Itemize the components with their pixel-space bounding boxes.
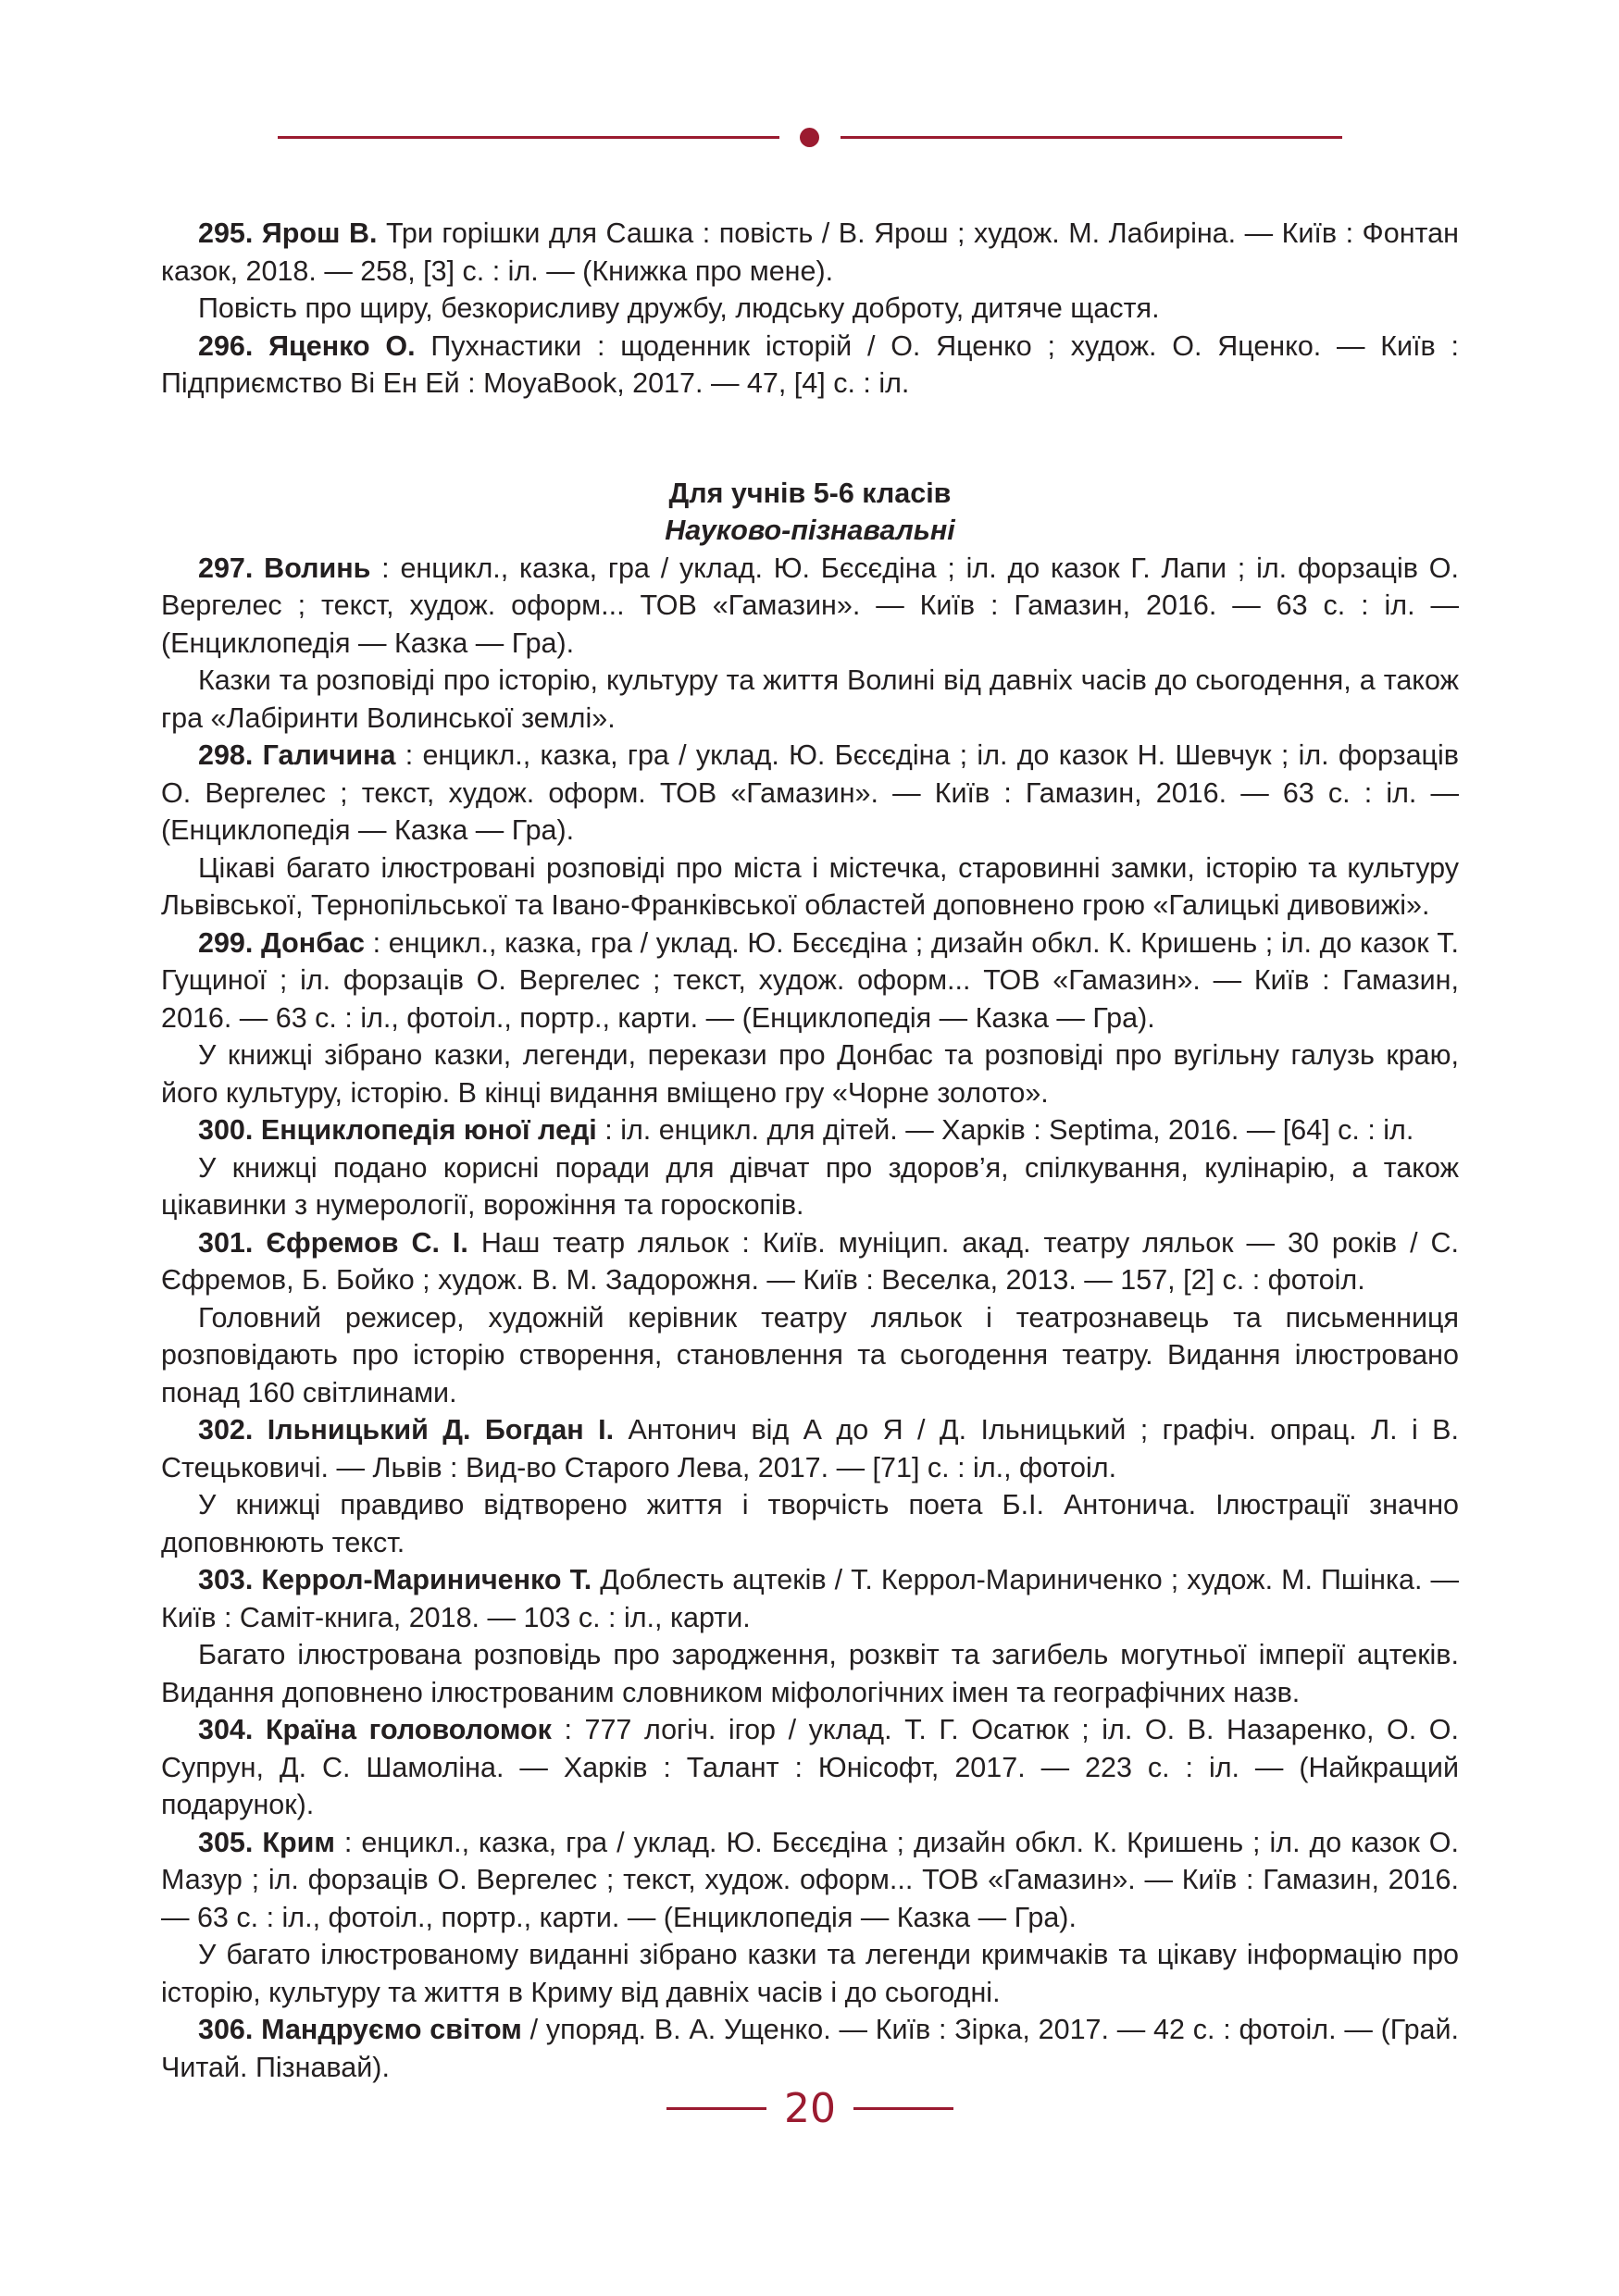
entry-annotation: У багато ілюстрованому виданні зібрано казки та легенди кримчаків та цікаву інформацію про історію, культуру та життя в Криму від давніх часів і до сьогодні. xyxy=(161,1939,1459,2008)
entry-details: Антонич від А до Я / Д. Ільницький ; графіч. опрац. Л. і В. Стецьковичі. — Львів : Вид-во Старого Лева, 2017. — [71] с. : іл., фотоіл. xyxy=(161,1414,1459,1483)
bibliography-entry xyxy=(161,1711,1459,1824)
section-heading xyxy=(161,475,1459,550)
section-subtitle: Науково-пізнавальні xyxy=(665,515,955,546)
entry-reference xyxy=(161,328,1459,403)
top-ornament xyxy=(278,128,1342,146)
entry-details: Доблесть ацтеків / Т. Керрол-Мариниченко ; худож. М. Пшінка. — Київ : Саміт-книга, 2018. — 103 с. : іл., карти. xyxy=(161,1564,1459,1633)
bibliography-entry xyxy=(161,215,1459,328)
entry-number: 298. xyxy=(198,739,254,771)
entry-reference xyxy=(161,1411,1459,1486)
entry-details: : іл. енцикл. для дітей. — Харків : Septima, 2016. — [64] с. : іл. xyxy=(596,1114,1414,1146)
entry-details: : енцикл., казка, гра / уклад. Ю. Бєсєдіна ; іл. до казок Н. Шевчук ; іл. форзаців О. Вергелес ; текст, худож. оформ. ТОВ «Гамазин». — Київ : Гамазин, 2016. — 63 с. : іл. — (Енциклопедія — Казка — Гра). xyxy=(161,739,1459,846)
entry-reference xyxy=(161,215,1459,290)
entry-author: Енциклопедія юної леді xyxy=(260,1114,597,1146)
entry-details: / упоряд. В. А. Ущенко. — Київ : Зірка, 2017. — 42 с. : фотоіл. — (Грай. Читай. Пізнавай). xyxy=(161,2014,1460,2083)
entry-reference xyxy=(161,1224,1459,1299)
page-number: 20 xyxy=(784,2085,836,2132)
entry-reference xyxy=(161,550,1459,663)
bibliography-entry xyxy=(161,1561,1459,1711)
entry-number: 305. xyxy=(198,1826,254,1858)
entry-number: 301. xyxy=(198,1226,254,1259)
entry-number: 303. xyxy=(198,1564,254,1595)
entry-annotation: Головний режисер, художній керівник театру ляльок і театрознавець та письменниця розповідають про історію створення, становлення та сьогодення театру. Видання ілюстровано понад 160 світлинами. xyxy=(161,1301,1459,1409)
entry-details: Пухнастики : щоденник історій / О. Яценко ; худож. О. Яценко. — Київ : Підприємство Ві Ен Ей : MoyaBook, 2017. — 47, [4] с. : іл. xyxy=(161,329,1459,399)
entry-author: Волинь xyxy=(264,552,371,584)
entry-author: Керрол-Мариниченко Т. xyxy=(261,1564,592,1595)
entry-number: 299. xyxy=(198,926,254,959)
bibliography-entry xyxy=(161,925,1459,1112)
entry-details: : 777 логіч. ігор / уклад. Т. Г. Осатюк ; іл. О. В. Назаренко, О. О. Супрун, Д. С. Шамоліна. — Харків : Талант : Юнісофт, 2017. — 223 с. : іл. — (Найкращий подарунок). xyxy=(161,1714,1459,1820)
entry-author: Країна головоломок xyxy=(265,1714,552,1745)
entry-number: 297. xyxy=(198,552,254,584)
entry-reference xyxy=(161,1561,1459,1636)
ornament-dot xyxy=(800,128,819,147)
entry-details: : енцикл., казка, гра / уклад. Ю. Бєсєдіна ; дизайн обкл. К. Кришень ; іл. до казок Т. Гущиної ; іл. форзаців О. Вергелес ; текст, худож. оформ... ТОВ «Гамазин». — Київ : Гамазин, 2016. — 63 с. : іл., фотоіл., портр., карти. — (Енциклопедія — Казка — Гра). xyxy=(161,926,1459,1034)
entry-number: 304. xyxy=(198,1714,254,1745)
entry-reference xyxy=(161,737,1459,850)
entry-details: : енцикл., казка, гра / уклад. Ю. Бєсєдіна ; іл. до казок Г. Лапи ; іл. форзаців О. Вергелес ; текст, худож. оформ... ТОВ «Гамазин». — Київ : Гамазин, 2016. — 63 с. : іл. — (Енциклопедія — Казка — Гра). xyxy=(161,552,1459,659)
ornament-line-right xyxy=(841,136,1342,139)
entry-annotation: У книжці правдиво відтворено життя і творчість поета Б.І. Антонича. Ілюстрації значно доповнюють текст. xyxy=(161,1489,1459,1558)
bibliography-entry xyxy=(161,737,1459,925)
ornament-line-left xyxy=(278,136,779,139)
entry-author: Ільницький Д. Богдан І. xyxy=(267,1414,615,1446)
bibliography-entry xyxy=(161,1224,1459,1412)
entry-annotation: Повість про щиру, безкорисливу дружбу, людську доброту, дитяче щастя. xyxy=(198,292,1160,324)
entry-reference xyxy=(161,1824,1459,1937)
entry-annotation: У книжці зібрано казки, легенди, перекази про Донбас та розповіді про вугільну галузь краю, його культуру, історію. В кінці видання вміщено гру «Чорне золото». xyxy=(161,1039,1459,1109)
entry-reference xyxy=(161,1711,1459,1824)
entry-annotation: У книжці подано корисні поради для дівчат про здоров’я, спілкування, кулінарію, а також цікавинки з нумерології, ворожіння та гороскопів. xyxy=(161,1151,1459,1221)
entry-author: Крим xyxy=(262,1826,335,1858)
entry-number: 302. xyxy=(198,1414,254,1446)
entry-author: Галичина xyxy=(262,739,396,771)
entry-reference xyxy=(161,2011,1459,2086)
bibliography-entry xyxy=(161,2011,1459,2086)
bibliography-entry xyxy=(161,550,1459,738)
entry-details: Наш театр ляльок : Київ. муніцип. акад. театру ляльок — 30 років / С. Єфремов, Б. Бойко ; худож. В. М. Задорожня. — Київ : Веселка, 2013. — 157, [2] с. : фотоіл. xyxy=(161,1226,1460,1296)
entry-details: : енцикл., казка, гра / уклад. Ю. Бєсєдіна ; дизайн обкл. К. Кришень ; іл. до казок О. Мазур ; іл. форзаців О. Вергелес ; текст, худож. оформ... ТОВ «Гамазин». — Київ : Гамазин, 2016. — 63 с. : іл., фотоіл., портр., карти. — (Енциклопедія — Казка — Гра). xyxy=(161,1826,1459,1933)
footer-line-left xyxy=(666,2107,766,2110)
page-footer xyxy=(666,2087,953,2133)
entry-author: Донбас xyxy=(261,926,365,959)
entries-top xyxy=(161,215,1459,403)
entry-author: Ярош В. xyxy=(261,217,378,249)
page-content xyxy=(161,215,1459,2086)
entry-number: 300. xyxy=(198,1114,254,1146)
bibliography-entry xyxy=(161,1411,1459,1561)
entry-reference xyxy=(161,925,1459,1037)
entry-author: Єфремов С. І. xyxy=(266,1226,468,1259)
entry-author: Яценко О. xyxy=(268,329,416,362)
entry-details: Три горішки для Сашка : повість / В. Ярош ; худож. М. Лабиріна. — Київ : Фонтан казок, 2018. — 258, [3] с. : іл. — (Книжка про мене). xyxy=(161,217,1459,287)
entry-annotation: Казки та розповіді про історію, культуру та життя Волині від давніх часів до сьогодення, а також гра «Лабіринти Волинської землі». xyxy=(161,664,1459,734)
entry-annotation: Багато ілюстрована розповідь про зародження, розквіт та загибель могутньої імперії ацтеків. Видання доповнено ілюстрованим словником міфологічних імен та географічних назв. xyxy=(161,1639,1459,1708)
entry-annotation: Цікаві багато ілюстровані розповіді про міста і містечка, старовинні замки, історію та культуру Львівської, Тернопільської та Івано-Франківської областей доповнено грою «Галицькі дивовижі». xyxy=(161,851,1459,921)
bibliography-entry xyxy=(161,328,1459,403)
bibliography-entry xyxy=(161,1111,1459,1224)
bibliography-entry xyxy=(161,1824,1459,2012)
entry-author: Мандруємо світом xyxy=(261,2014,522,2045)
entries-main xyxy=(161,550,1459,2087)
entry-number: 295. xyxy=(198,217,254,249)
entry-number: 296. xyxy=(198,329,254,362)
footer-line-right xyxy=(853,2107,953,2110)
entry-reference xyxy=(161,1111,1459,1149)
entry-number: 306. xyxy=(198,2014,254,2045)
section-title: Для учнів 5-6 класів xyxy=(668,477,952,509)
